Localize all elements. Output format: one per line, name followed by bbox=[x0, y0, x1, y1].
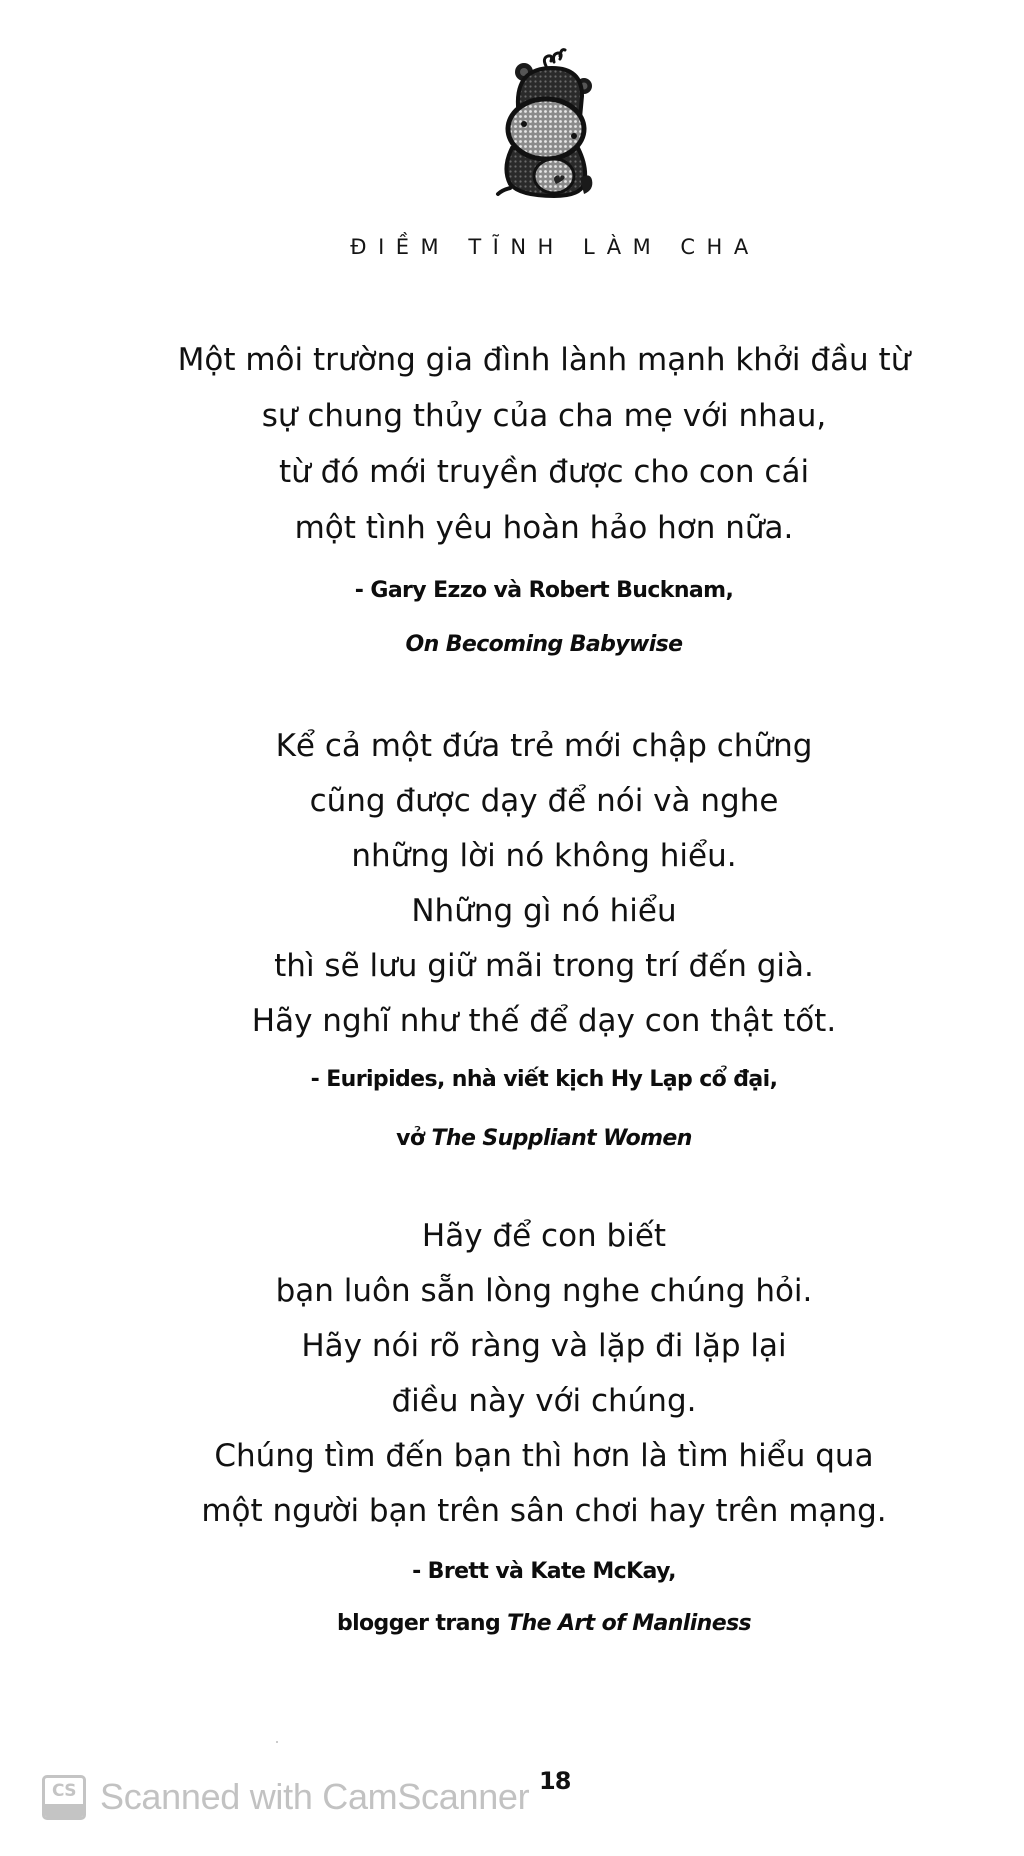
quote-line: Chúng tìm đến bạn thì hơn là tìm hiểu qua bbox=[214, 1438, 874, 1474]
quote-1 bbox=[64, 332, 1024, 556]
quote-2-attribution bbox=[64, 1050, 1024, 1168]
quote-line: thì sẽ lưu giữ mãi trong trí đến già. bbox=[274, 948, 814, 984]
logo-bar bbox=[45, 1804, 83, 1817]
quote-2 bbox=[64, 719, 1024, 1049]
page-number: 18 bbox=[539, 1767, 571, 1795]
hippo-illustration-icon bbox=[488, 44, 596, 198]
attribution-source bbox=[64, 1598, 1024, 1650]
chapter-title: ĐIỀM TĨNH LÀM CHA bbox=[350, 235, 760, 259]
attribution-author: - Euripides, nhà viết kịch Hy Lạp cổ đại, bbox=[310, 1067, 778, 1092]
source-prefix: vở bbox=[396, 1126, 432, 1151]
quote-line: một người bạn trên sân chơi hay trên mạng. bbox=[201, 1493, 887, 1529]
quote-3 bbox=[64, 1209, 1024, 1539]
quote-line: bạn luôn sẵn lòng nghe chúng hỏi. bbox=[275, 1273, 813, 1309]
quote-line: Hãy nói rõ ràng và lặp đi lặp lại bbox=[301, 1328, 787, 1364]
attribution-author: - Gary Ezzo và Robert Bucknam, bbox=[354, 578, 734, 603]
source-title: On Becoming Babywise bbox=[405, 632, 683, 657]
quote-line: những lời nó không hiểu. bbox=[351, 838, 737, 874]
watermark-text: Scanned with CamScanner bbox=[100, 1776, 530, 1817]
quote-line: Những gì nó hiểu bbox=[411, 893, 677, 929]
quote-1-attribution bbox=[64, 564, 1024, 672]
camscanner-logo-icon bbox=[42, 1775, 86, 1820]
quote-line: Một môi trường gia đình lành mạnh khởi đầu từ bbox=[177, 342, 911, 378]
source-title: The Art of Manliness bbox=[507, 1611, 752, 1636]
attribution-source bbox=[64, 1109, 1024, 1168]
attribution-source bbox=[64, 618, 1024, 672]
scan-speck bbox=[276, 1741, 278, 1743]
quote-line: Hãy nghĩ như thế để dạy con thật tốt. bbox=[251, 1003, 837, 1039]
quote-line: Hãy để con biết bbox=[421, 1218, 667, 1254]
camscanner-watermark bbox=[42, 1774, 529, 1820]
quote-line: Kể cả một đứa trẻ mới chập chững bbox=[275, 728, 813, 764]
source-title: The Suppliant Women bbox=[431, 1126, 692, 1151]
source-prefix: blogger trang bbox=[336, 1611, 508, 1636]
quote-line: cũng được dạy để nói và nghe bbox=[309, 783, 779, 819]
quote-line: một tình yêu hoàn hảo hơn nữa. bbox=[294, 510, 794, 546]
quote-line: điều này với chúng. bbox=[391, 1383, 697, 1419]
logo-text: CS bbox=[51, 1780, 77, 1801]
quote-line: sự chung thủy của cha mẹ với nhau, bbox=[261, 398, 827, 434]
attribution-author: - Brett và Kate McKay, bbox=[412, 1559, 676, 1584]
quote-3-attribution bbox=[64, 1546, 1024, 1650]
quote-line: từ đó mới truyền được cho con cái bbox=[278, 454, 810, 490]
